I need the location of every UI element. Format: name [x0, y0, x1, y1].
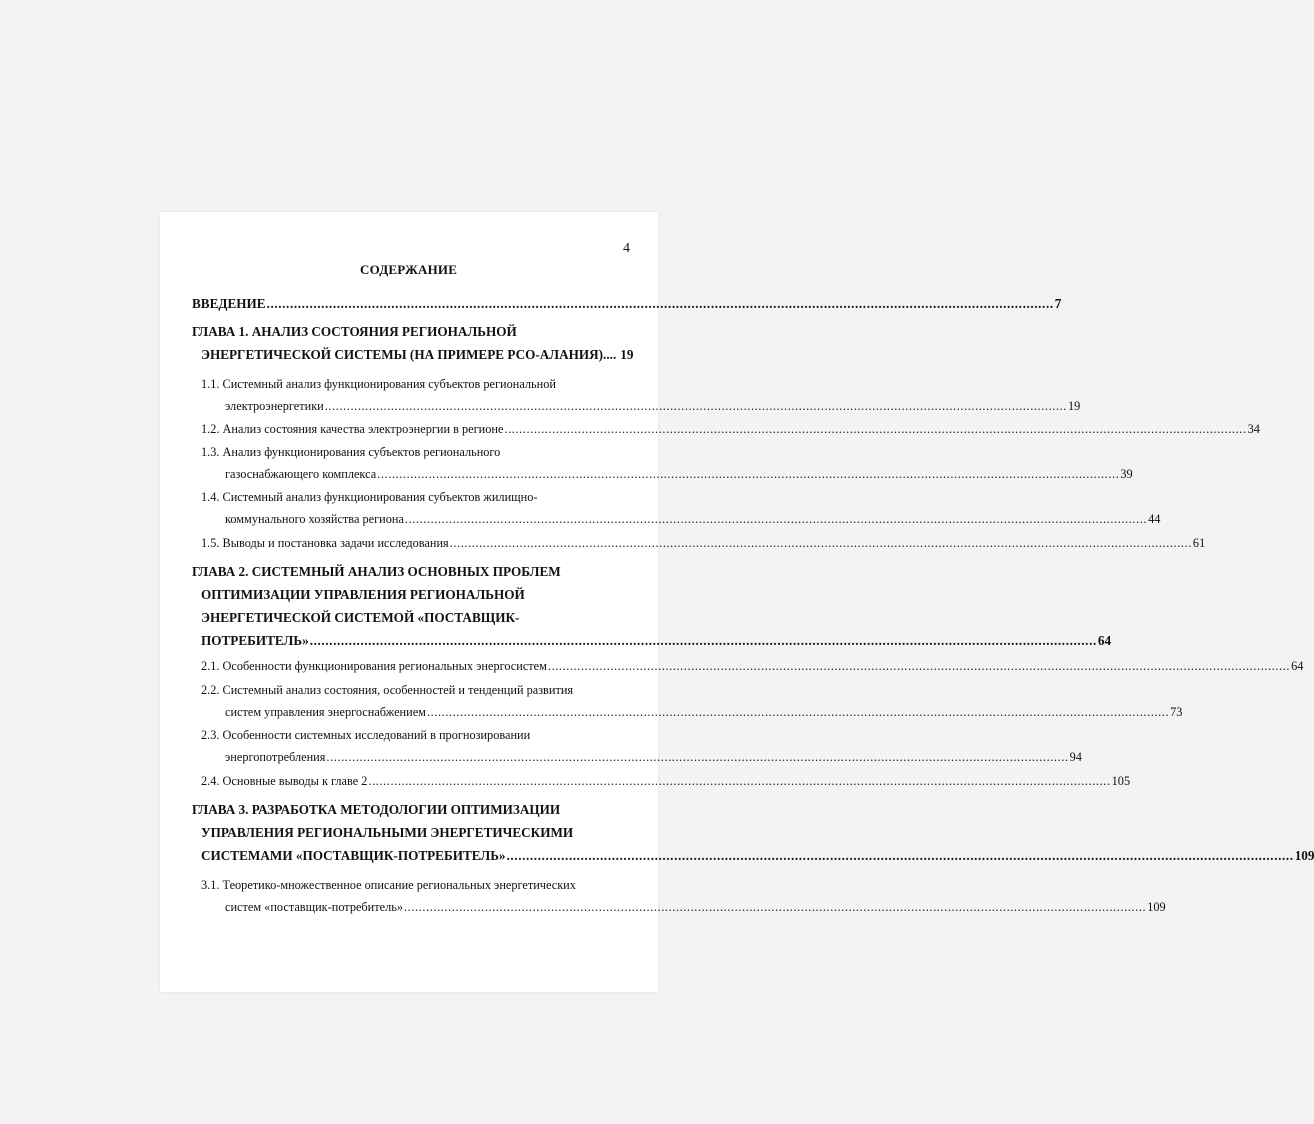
dot-leader: .......................................................................................................................................................................................................... [426, 705, 1170, 719]
toc-page-number: 44 [1148, 512, 1161, 526]
toc-section-1-3-line2[interactable] [225, 467, 1133, 482]
toc-entry-intro[interactable] [192, 296, 1062, 312]
page-number: 4 [623, 241, 630, 256]
toc-entry-label: электроэнергетики [225, 399, 324, 413]
dot-leader: .......................................................................................................................................................................................................... [324, 399, 1067, 413]
dot-leader: .......................................................................................................................................................................................................... [309, 633, 1097, 648]
dot-leader: .......................................................................................................................................................................................................... [404, 900, 1147, 914]
toc-entry-label: 2.1. Особенности функционирования региональных энергосистем [201, 659, 547, 673]
dot-leader: .......................................................................................................................................................................................................... [326, 750, 1069, 764]
toc-entry-label: СИСТЕМАМИ «ПОСТАВЩИК-ПОТРЕБИТЕЛЬ» [201, 848, 506, 863]
toc-entry-label: коммунального хозяйства региона [225, 512, 404, 526]
toc-page-number: 19 [620, 347, 634, 362]
toc-page-number: 61 [1192, 536, 1206, 550]
toc-entry-label: энергопотребления [225, 750, 326, 764]
toc-chapter-2-line1[interactable]: ГЛАВА 2. СИСТЕМНЫЙ АНАЛИЗ ОСНОВНЫХ ПРОБЛЕМ [192, 564, 561, 579]
toc-section-3-1-line2[interactable] [225, 900, 1166, 915]
toc-entry-label: газоснабжающего комплекса [225, 467, 377, 481]
toc-section-2-2-line1[interactable]: 2.2. Системный анализ состояния, особенностей и тенденций развития [201, 683, 574, 697]
toc-section-2-2-line2[interactable] [225, 705, 1183, 720]
dot-leader: .......................................................................................................................................................................................................... [377, 467, 1120, 481]
dot-leader: .......................................................................................................................................................................................................... [547, 659, 1291, 673]
toc-section-1-5[interactable] [201, 536, 1206, 551]
page-title: СОДЕРЖАНИЕ [360, 262, 458, 277]
toc-chapter-3-line3[interactable] [201, 848, 1314, 864]
toc-page-number: 94 [1069, 750, 1082, 764]
toc-page-number: 109 [1294, 848, 1314, 863]
toc-entry-label: 2.4. Основные выводы к главе 2 [201, 774, 368, 788]
dot-leader: .......................................................................................................................................................................................................... [504, 422, 1247, 436]
toc-section-1-4-line2[interactable] [225, 512, 1161, 527]
toc-section-3-1-line1[interactable]: 3.1. Теоретико-множественное описание региональных энергетических [201, 878, 576, 892]
toc-section-1-1-line1[interactable]: 1.1. Системный анализ функционирования субъектов региональной [201, 377, 556, 391]
toc-page-number: 34 [1247, 422, 1260, 436]
toc-chapter-3-line2[interactable]: УПРАВЛЕНИЯ РЕГИОНАЛЬНЫМИ ЭНЕРГЕТИЧЕСКИМИ [201, 825, 574, 840]
toc-page-number: 7 [1054, 296, 1062, 311]
toc-chapter-1-line1[interactable]: ГЛАВА 1. АНАЛИЗ СОСТОЯНИЯ РЕГИОНАЛЬНОЙ [192, 324, 517, 339]
toc-chapter-3-line1[interactable]: ГЛАВА 3. РАЗРАБОТКА МЕТОДОЛОГИИ ОПТИМИЗАЦИИ [192, 802, 561, 817]
toc-section-2-4[interactable] [201, 774, 1131, 789]
toc-section-2-3-line2[interactable] [225, 750, 1082, 765]
dot-leader: .......................................................................................................................................................................................................... [449, 536, 1192, 550]
toc-section-1-2[interactable] [201, 422, 1260, 437]
toc-entry-label: 1.5. Выводы и постановка задачи исследования [201, 536, 449, 550]
toc-section-2-3-line1[interactable]: 2.3. Особенности системных исследований в прогнозировании [201, 728, 531, 742]
toc-entry-label: 1.2. Анализ состояния качества электроэнергии в регионе [201, 422, 504, 436]
toc-page-number: 64 [1097, 633, 1112, 648]
toc-page-number: 39 [1120, 467, 1133, 481]
toc-page-number: 105 [1111, 774, 1131, 788]
dot-leader: .......................................................................................................................................................................................................... [404, 512, 1148, 526]
toc-section-2-1[interactable] [201, 659, 1304, 674]
toc-chapter-2-line4[interactable] [201, 633, 1112, 649]
toc-page-number: 64 [1291, 659, 1304, 673]
toc-section-1-1-line2[interactable] [225, 399, 1081, 414]
toc-entry-label: ЭНЕРГЕТИЧЕСКОЙ СИСТЕМЫ (НА ПРИМЕРЕ РСО-АЛАНИЯ).... [201, 347, 617, 362]
toc-page-number: 19 [1067, 399, 1081, 413]
toc-chapter-2-line3[interactable]: ЭНЕРГЕТИЧЕСКОЙ СИСТЕМОЙ «ПОСТАВЩИК- [201, 610, 520, 625]
toc-page-number: 109 [1147, 900, 1166, 914]
toc-chapter-1-line2[interactable] [201, 347, 632, 363]
dot-leader: .......................................................................................................................................................................................................... [368, 774, 1111, 788]
toc-chapter-2-line2[interactable]: ОПТИМИЗАЦИИ УПРАВЛЕНИЯ РЕГИОНАЛЬНОЙ [201, 587, 525, 602]
toc-page-number: 73 [1170, 705, 1183, 719]
toc-section-1-4-line1[interactable]: 1.4. Системный анализ функционирования субъектов жилищно- [201, 490, 538, 504]
toc-entry-label: систем управления энергоснабжением [225, 705, 426, 719]
toc-section-1-3-line1[interactable]: 1.3. Анализ функционирования субъектов регионального [201, 445, 501, 459]
toc-entry-label: систем «поставщик-потребитель» [225, 900, 403, 914]
dot-leader: .......................................................................................................................................................................................................... [266, 296, 1054, 311]
toc-entry-label: ВВЕДЕНИЕ [192, 296, 266, 311]
dot-leader: .......................................................................................................................................................................................................... [506, 848, 1294, 863]
toc-entry-label: ПОТРЕБИТЕЛЬ» [201, 633, 309, 648]
